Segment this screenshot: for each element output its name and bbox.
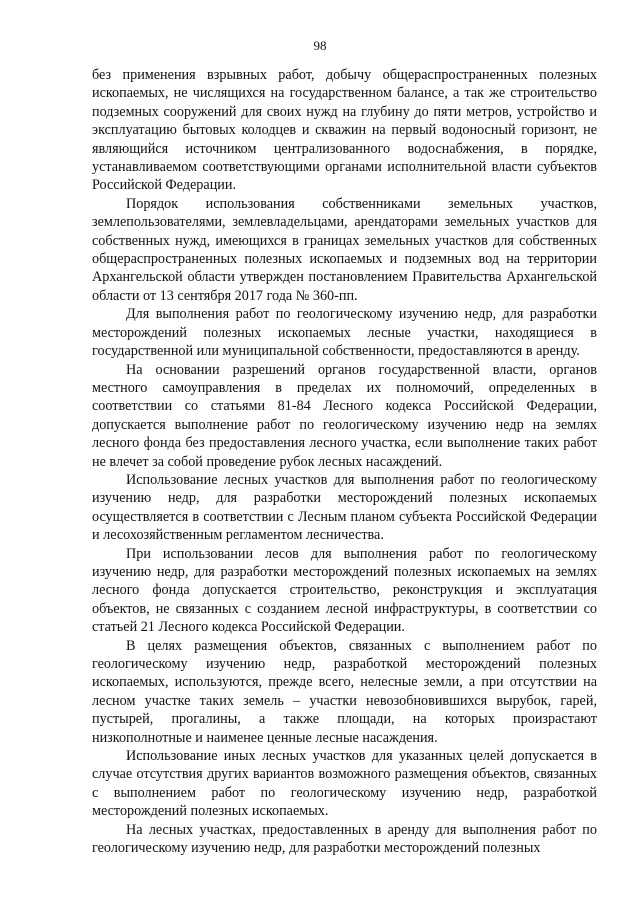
paragraph: В целях размещения объектов, связанных с выполнением работ по геологическому изучению недр, разработкой месторождений полезных ископаемых, используются, прежде всего, нелесные земли, а при отсутствии на лесном участке таких земель – участки невозобновившихся вырубок, гарей, пустырей, прогалины, а также площади, на которых произрастают низкополнотные и наименее ценные лесные насаждения. — [92, 637, 597, 746]
page-number: 98 — [313, 38, 327, 53]
paragraph: Использование иных лесных участков для указанных целей допускается в случае отсутствия других вариантов возможного размещения объектов, связанных с выполнением работ по геологическому изучению недр, разработкой месторождений полезных ископаемых. — [92, 748, 597, 820]
paragraph: При использовании лесов для выполнения работ по геологическому изучению недр, для разработки месторождений полезных ископаемых на землях лесного фонда допускается строительство, реконструкция и эксплуатация объектов, не связанных с созданием лесной инфраструктуры, в соответствии со статьей 21 Лесного кодекса Российской Федерации. — [92, 545, 597, 636]
paragraph: Использование лесных участков для выполнения работ по геологическому изучению недр, для разработки месторождений полезных ископаемых осуществляется в соответствии с Лесным планом субъекта Российской Федерации и лесохозяйственным регламентом лесничества. — [92, 471, 597, 544]
paragraph: Для выполнения работ по геологическому изучению недр, для разработки месторождений полезных ископаемых лесные участки, находящиеся в государственной или муниципальной собственности, предоставляются в аренду. — [92, 306, 597, 360]
paragraph: На основании разрешений органов государственной власти, органов местного самоуправления в пределах их полномочий, определенных в соответствии со статьями 81-84 Лесного кодекса Российской Федерации, допускается выполнение работ по геологическому изучению недр на землях лесного фонда без предоставления лесного участка, если выполнение таких работ не влечет за собой проведение рубок лесных насаждений. — [92, 361, 597, 470]
paragraph: На лесных участках, предоставленных в аренду для выполнения работ по геологическому изучению недр, для разработки месторождений полезных — [92, 821, 597, 857]
paragraph: Порядок использования собственниками земельных участков, землепользователями, землевладельцами, арендаторами земельных участков для собственных нужд, имеющихся в границах земельных участков для собственных общераспространенных полезных ископаемых и подземных вод на территории Архангельской области утвержден постановлением Правительства Архангельской области от 13 сентября 2017 года № 360-пп. — [92, 195, 597, 304]
body-text — [92, 66, 597, 857]
paragraph-continuation: без применения взрывных работ, добычу общераспространенных полезных ископаемых, не числящихся на государственном балансе, а так же строительство подземных сооружений для своих нужд на глубину до пяти метров, устройство и эксплуатацию бытовых колодцев и скважин на первый водоносный горизонт, не являющийся источником централизованного водоснабжения, в порядке, устанавливаемом соответствующими органами исполнительной власти субъектов Российской Федерации. — [92, 67, 597, 194]
